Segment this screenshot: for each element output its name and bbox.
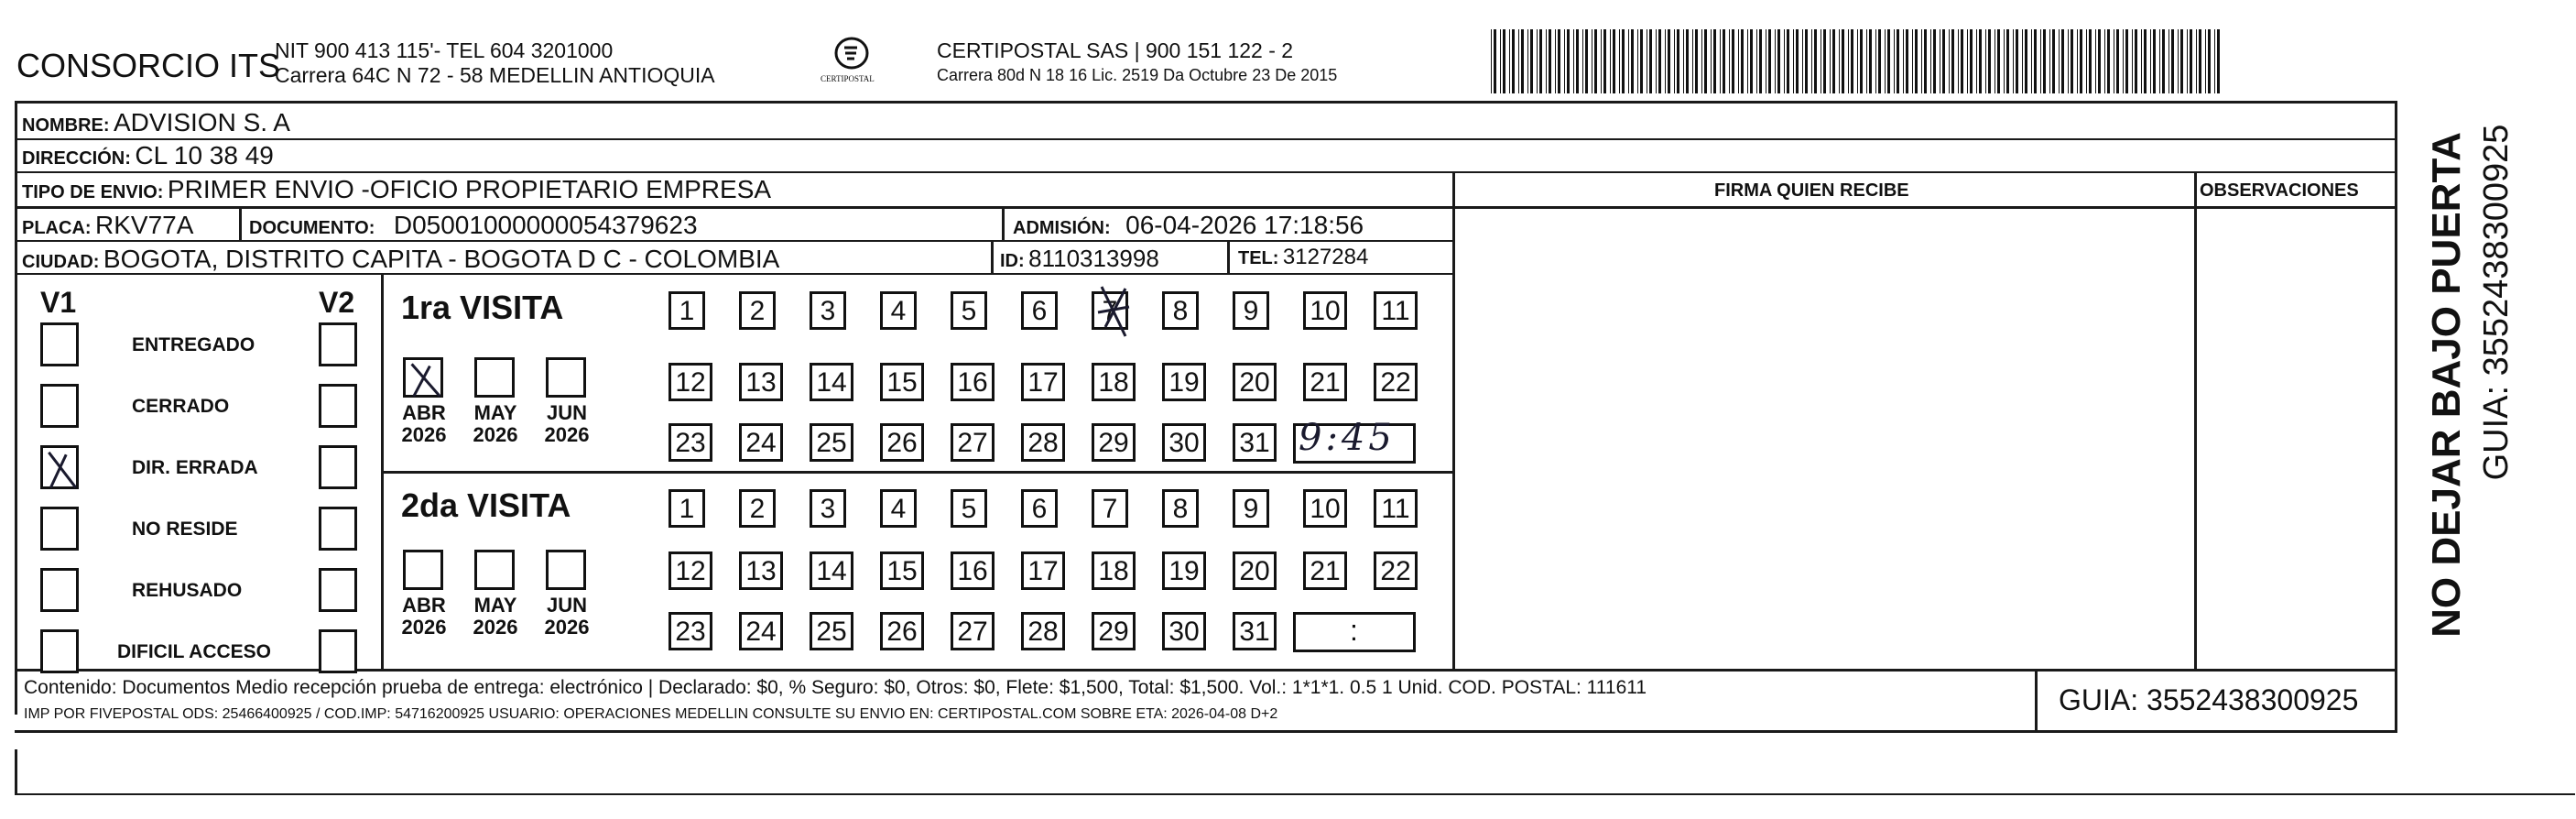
visit1-month-checkbox[interactable] [474, 357, 515, 398]
visit2-day-cell[interactable] [1233, 612, 1277, 650]
visit2-month-label: ABR [402, 594, 446, 617]
visit2-month-checkbox[interactable] [546, 550, 586, 590]
status-label: ENTREGADO [132, 334, 255, 355]
visit2-day-number: 13 [745, 556, 777, 586]
visit2-day-number: 3 [820, 494, 836, 524]
check-mark-icon [43, 448, 82, 492]
visit1-day-number: 28 [1027, 428, 1059, 458]
visit2-day-cell[interactable] [1303, 489, 1347, 528]
visit1-day-number: 30 [1168, 428, 1200, 458]
id-row [1000, 246, 1159, 270]
check-mark-icon [406, 360, 446, 400]
visit1-day-cell[interactable] [1092, 423, 1136, 462]
visit1-month-year: 2026 [544, 423, 590, 446]
visit2-month-label: JUN [546, 594, 587, 617]
visit2-day-cell[interactable] [1021, 551, 1065, 590]
v2-checkbox[interactable] [319, 629, 357, 673]
visit1-day-number: 25 [816, 428, 847, 458]
firma-label: FIRMA QUIEN RECIBE [1714, 180, 1909, 201]
visit2-day-cell[interactable] [880, 551, 924, 590]
visit2-day-cell[interactable] [668, 551, 712, 590]
barcode-icon [1491, 29, 2223, 93]
visit1-title: 1ra VISITA [401, 289, 564, 326]
visit1-day-number: 7 [1102, 296, 1118, 326]
visit2-day-cell[interactable] [668, 612, 712, 650]
visit2-month-checkbox[interactable] [403, 550, 443, 590]
visit1-day-cell[interactable] [880, 291, 917, 330]
visit2-day-cell[interactable] [880, 489, 917, 528]
visit1-day-cell[interactable] [810, 363, 853, 401]
visit1-day-cell[interactable] [880, 363, 924, 401]
visit2-day-cell[interactable] [1303, 551, 1347, 590]
visit1-day-number: 16 [957, 367, 988, 398]
visit2-month-year: 2026 [473, 616, 518, 639]
company-nit: NIT 900 413 115'- TEL 604 3201000 [275, 38, 614, 62]
visit2-day-cell[interactable] [951, 612, 995, 650]
visit2-day-number: 15 [886, 556, 918, 586]
visit2-day-cell[interactable] [1233, 551, 1277, 590]
visit2-day-cell[interactable] [1021, 612, 1065, 650]
v2-checkbox[interactable] [319, 507, 357, 551]
visit2-title: 2da VISITA [401, 486, 571, 524]
admision-row [1013, 213, 1364, 238]
status-label: DIFICIL ACCESO [117, 641, 272, 662]
visit1-day-cell[interactable] [1162, 291, 1199, 330]
visit1-day-number: 6 [1031, 296, 1048, 326]
visit2-day-cell[interactable] [810, 612, 853, 650]
visit1-day-cell[interactable] [810, 291, 846, 330]
visit2-day-cell[interactable] [739, 489, 776, 528]
visit1-day-number: 22 [1380, 367, 1411, 398]
ciudad-value: BOGOTA, DISTRITO CAPITA - BOGOTA D C - COLOMBIA [103, 245, 780, 273]
visit1-day-number: 15 [886, 367, 918, 398]
visit2-day-cell[interactable] [739, 612, 783, 650]
visit2-day-number: 9 [1243, 494, 1259, 524]
day-scribble-mark-icon [1089, 281, 1140, 340]
nombre-value: ADVISION S. A [114, 108, 290, 136]
v2-checkbox[interactable] [319, 322, 357, 366]
certipostal-address: Carrera 80d N 18 16 Lic. 2519 Da Octubre 23 De 2015 [937, 66, 1338, 84]
status-label: REHUSADO [132, 580, 243, 601]
visit2-day-cell[interactable] [1374, 489, 1418, 528]
documento-label: DOCUMENTO: [249, 218, 375, 238]
visit1-time-handwritten: 9:45 [1299, 417, 1396, 459]
visit2-day-number: 14 [816, 556, 847, 586]
tipo-envio-value: PRIMER ENVIO -OFICIO PROPIETARIO EMPRESA [167, 175, 772, 203]
ciudad-row [22, 246, 779, 272]
v2-checkbox[interactable] [319, 384, 357, 428]
visit2-day-number: 29 [1098, 617, 1129, 647]
admision-value: 06-04-2026 17:18:56 [1125, 211, 1364, 239]
visit1-day-number: 20 [1239, 367, 1270, 398]
visit2-day-number: 8 [1172, 494, 1189, 524]
placa-label: PLACA: [22, 218, 92, 238]
visit1-day-number: 13 [745, 367, 777, 398]
visit2-month-year: 2026 [401, 616, 447, 639]
visit1-month-label: ABR [402, 401, 446, 424]
visit2-month-checkbox[interactable] [474, 550, 515, 590]
visit1-day-number: 12 [675, 367, 706, 398]
barcode [1491, 29, 2223, 93]
footer-imp: IMP POR FIVEPOSTAL ODS: 25466400925 / COD.IMP: 54716200925 USUARIO: OPERACIONES MEDELLIN CONSULTE SU ENVIO EN: CERTIPOSTAL.COM SOBRE ETA: 2026-04-08 D+2 [24, 706, 1278, 722]
visit2-day-number: 6 [1031, 494, 1048, 524]
visit1-day-cell[interactable] [880, 423, 924, 462]
company-address: Carrera 64C N 72 - 58 MEDELLIN ANTIOQUIA [275, 63, 715, 87]
certipostal-info: CERTIPOSTAL SAS | 900 151 122 - 2 [937, 38, 1294, 62]
footer-guia: GUIA: 3552438300925 [2059, 683, 2359, 716]
visit2-day-number: 21 [1310, 556, 1341, 586]
certipostal-logo [815, 35, 888, 90]
visit2-day-number: 22 [1380, 556, 1411, 586]
visit1-day-cell[interactable] [1233, 291, 1269, 330]
visit2-day-number: 17 [1027, 556, 1059, 586]
visit2-day-number: 11 [1381, 494, 1410, 524]
visit1-month-year: 2026 [401, 423, 447, 446]
visit1-day-number: 27 [957, 428, 988, 458]
visit2-day-cell[interactable] [739, 551, 783, 590]
visit1-day-cell[interactable] [951, 291, 987, 330]
ciudad-label: CIUDAD: [22, 252, 100, 272]
direccion-row [22, 143, 274, 169]
v1-checkbox[interactable] [40, 384, 79, 428]
visit1-day-cell[interactable] [1162, 363, 1206, 401]
admision-label: ADMISIÓN: [1013, 218, 1111, 238]
visit1-day-cell[interactable] [1303, 363, 1347, 401]
visit1-month-year: 2026 [473, 423, 518, 446]
v2-checkbox[interactable] [319, 568, 357, 612]
status-label: NO RESIDE [132, 519, 238, 540]
visit2-day-number: 1 [679, 494, 695, 524]
visit2-day-cell[interactable] [1374, 551, 1418, 590]
visit1-day-cell[interactable] [1092, 363, 1136, 401]
visit1-day-cell[interactable] [1092, 291, 1128, 330]
nombre-row [22, 110, 290, 136]
direccion-value: CL 10 38 49 [135, 141, 274, 169]
visit2-time-placeholder: : [1350, 614, 1358, 647]
visit2-month-year: 2026 [544, 616, 590, 639]
visit2-day-number: 30 [1168, 617, 1200, 647]
visit1-day-number: 8 [1172, 296, 1189, 326]
visit1-day-cell[interactable] [1233, 423, 1277, 462]
visit1-day-cell[interactable] [739, 363, 783, 401]
visit2-day-cell[interactable] [810, 489, 846, 528]
visit2-day-number: 7 [1102, 494, 1118, 524]
visit1-day-number: 17 [1027, 367, 1059, 398]
nombre-label: NOMBRE: [22, 115, 110, 136]
v1-checkbox[interactable] [40, 445, 79, 489]
tipo-envio-label: TIPO DE ENVIO: [22, 182, 164, 202]
footer-contenido: Contenido: Documentos Medio recepción prueba de entrega: electrónico | Declarado: $0, % Seguro: $0, Otros: $0, Flete: $1,500, Total: $1,500. Vol.: 1*1*1. 0.5 1 Unid. COD. POSTAL: 111611 [24, 677, 1647, 698]
documento-row [249, 213, 698, 238]
visit2-day-cell[interactable] [1233, 489, 1269, 528]
visit1-day-cell[interactable] [668, 291, 705, 330]
direccion-label: DIRECCIÓN: [22, 148, 131, 169]
visit2-day-cell[interactable] [668, 489, 705, 528]
visit1-day-cell[interactable] [668, 423, 712, 462]
visit2-day-cell[interactable] [1092, 551, 1136, 590]
visit1-day-cell[interactable] [739, 291, 776, 330]
company-name: CONSORCIO ITS [16, 47, 281, 84]
visit2-day-number: 2 [749, 494, 766, 524]
visit1-day-cell[interactable] [810, 423, 853, 462]
visit2-day-number: 26 [886, 617, 918, 647]
visit1-day-number: 23 [675, 428, 706, 458]
visit1-day-number: 24 [745, 428, 777, 458]
id-value: 8110313998 [1028, 245, 1159, 272]
visit1-day-number: 4 [890, 296, 907, 326]
visit2-day-number: 31 [1239, 617, 1270, 647]
visit1-day-cell[interactable] [951, 423, 995, 462]
visit1-day-number: 2 [749, 296, 766, 326]
v1-checkbox[interactable] [40, 629, 79, 673]
tel-value: 3127284 [1282, 245, 1369, 269]
visit1-day-number: 29 [1098, 428, 1129, 458]
visit2-day-cell[interactable] [1162, 612, 1206, 650]
visit1-day-cell[interactable] [1374, 363, 1418, 401]
v1-label: V1 [40, 286, 77, 319]
visit2-day-cell[interactable] [1092, 489, 1128, 528]
visit1-day-cell[interactable] [1303, 291, 1347, 330]
visit2-day-number: 18 [1098, 556, 1129, 586]
observaciones-label: OBSERVACIONES [2200, 180, 2359, 201]
visit1-day-cell[interactable] [739, 423, 783, 462]
visit2-day-cell[interactable] [1092, 612, 1136, 650]
visit2-day-number: 24 [745, 617, 777, 647]
visit2-day-number: 25 [816, 617, 847, 647]
visit2-day-number: 12 [675, 556, 706, 586]
visit1-day-number: 11 [1381, 296, 1410, 326]
visit1-month-label: MAY [473, 401, 517, 424]
visit2-day-cell[interactable] [951, 489, 987, 528]
status-label: DIR. ERRADA [132, 457, 258, 478]
visit1-day-cell[interactable] [668, 363, 712, 401]
visit2-day-number: 27 [957, 617, 988, 647]
visit1-day-number: 10 [1310, 296, 1341, 326]
visit2-day-number: 5 [961, 494, 977, 524]
visit2-month-label: MAY [473, 594, 517, 617]
visit1-day-cell[interactable] [1374, 291, 1418, 330]
visit1-day-number: 26 [886, 428, 918, 458]
visit1-day-number: 31 [1239, 428, 1270, 458]
visit1-month-checkbox[interactable] [546, 357, 586, 398]
visit1-day-number: 1 [679, 296, 695, 326]
visit1-day-cell[interactable] [1162, 423, 1206, 462]
visit2-day-number: 23 [675, 617, 706, 647]
visit2-day-number: 4 [890, 494, 907, 524]
tel-label: TEL: [1238, 248, 1279, 268]
visit1-day-cell[interactable] [1233, 363, 1277, 401]
visit1-day-number: 19 [1168, 367, 1200, 398]
visit2-day-cell[interactable] [810, 551, 853, 590]
visit1-day-number: 21 [1310, 367, 1341, 398]
visit2-day-cell[interactable] [1021, 489, 1058, 528]
visit2-day-number: 20 [1239, 556, 1270, 586]
visit2-day-cell[interactable] [880, 612, 924, 650]
placa-value: RKV77A [95, 211, 194, 239]
side-no-dejar: NO DEJAR BAJO PUERTA [2424, 132, 2469, 638]
visit1-day-cell[interactable] [951, 363, 995, 401]
id-label: ID: [1000, 251, 1025, 271]
visit1-day-cell[interactable] [1021, 423, 1065, 462]
v1-checkbox[interactable] [40, 322, 79, 366]
visit2-day-number: 16 [957, 556, 988, 586]
v2-label: V2 [319, 286, 355, 319]
visit1-month-label: JUN [546, 401, 587, 424]
v1-checkbox[interactable] [40, 507, 79, 551]
visit1-day-number: 3 [820, 296, 836, 326]
certipostal-logo-icon [815, 35, 888, 73]
placa-row [22, 213, 193, 238]
visit2-day-number: 19 [1168, 556, 1200, 586]
visit1-day-number: 9 [1243, 296, 1259, 326]
status-label: CERRADO [132, 396, 230, 417]
visit2-day-number: 28 [1027, 617, 1059, 647]
visit1-day-number: 14 [816, 367, 847, 398]
tipo-envio-row [22, 177, 771, 202]
v2-checkbox[interactable] [319, 445, 357, 489]
logo-caption: CERTIPOSTAL [821, 74, 875, 83]
visit2-day-cell[interactable] [1162, 489, 1199, 528]
visit2-day-cell[interactable] [1162, 551, 1206, 590]
tel-row [1238, 246, 1368, 268]
visit1-day-cell[interactable] [1021, 291, 1058, 330]
visit2-day-number: 10 [1310, 494, 1341, 524]
visit1-month-checkbox[interactable] [403, 357, 443, 398]
documento-value: D05001000000054379623 [393, 211, 698, 239]
visit1-day-cell[interactable] [1021, 363, 1065, 401]
side-guia: GUIA: 3552438300925 [2477, 124, 2516, 481]
visit2-day-cell[interactable] [951, 551, 995, 590]
v1-checkbox[interactable] [40, 568, 79, 612]
visit1-day-number: 5 [961, 296, 977, 326]
visit1-day-number: 18 [1098, 367, 1129, 398]
